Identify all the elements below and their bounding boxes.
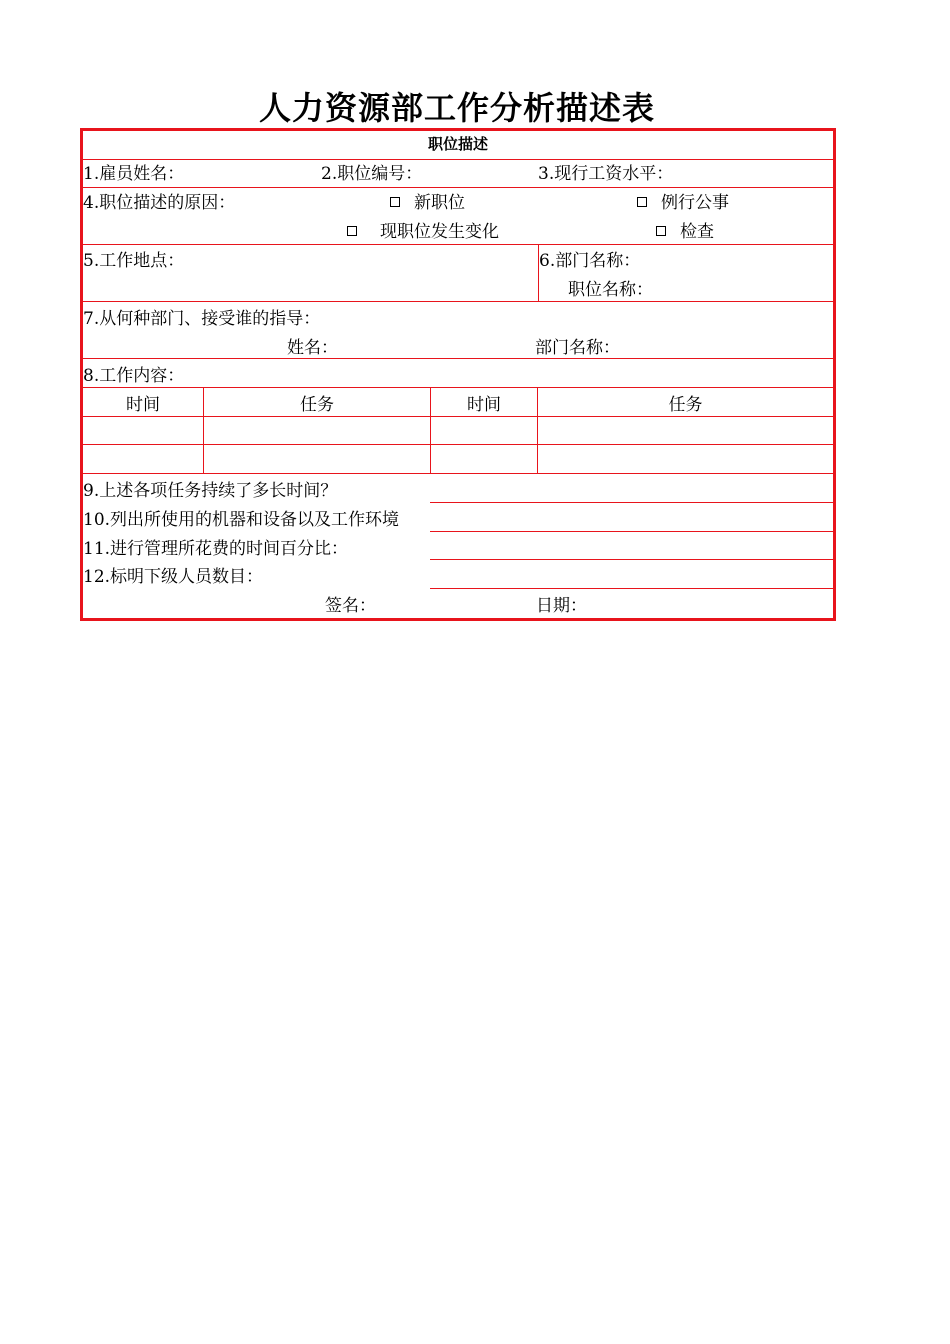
question-equipment: 10.列出所使用的机器和设备以及工作环境 (83, 510, 400, 530)
row-divider (83, 159, 833, 160)
row-divider (83, 387, 833, 388)
supervisor-name-label: 姓名： (287, 338, 338, 358)
row-divider (83, 301, 833, 302)
row-divider (83, 358, 833, 359)
position-name-label: 职位名称： (568, 280, 653, 300)
answer-line (430, 559, 833, 560)
answer-line (430, 588, 833, 589)
work-location-label: 5.工作地点： (83, 251, 185, 271)
answer-line (430, 502, 833, 503)
table-header-time: 时间 (467, 395, 501, 415)
supervisor-department-label: 部门名称： (535, 338, 620, 358)
signature-label: 签名： (325, 596, 376, 616)
new-position-label: 新职位 (414, 193, 465, 213)
inspection-checkbox[interactable] (656, 226, 666, 236)
row-divider (83, 187, 833, 188)
table-header-task: 任务 (668, 395, 703, 415)
question-management-time: 11.进行管理所花费的时间百分比： (83, 539, 349, 559)
answer-line (430, 531, 833, 532)
employee-name-label: 1.雇员姓名： (83, 164, 185, 184)
inspection-label: 检查 (680, 222, 714, 242)
work-content-label: 8.工作内容： (83, 366, 185, 386)
routine-label: 例行公事 (661, 193, 729, 213)
position-changed-checkbox[interactable] (347, 226, 357, 236)
guidance-label: 7.从何种部门、接受谁的指导： (83, 309, 321, 329)
question-subordinates: 12.标明下级人员数目： (83, 567, 264, 587)
job-description-form (80, 128, 836, 621)
table-header-task: 任务 (300, 395, 334, 415)
reason-label: 4.职位描述的原因： (83, 193, 236, 213)
new-position-checkbox[interactable] (390, 197, 400, 207)
page-title: 人力资源部工作分析描述表 (258, 89, 655, 127)
position-code-label: 2.职位编号： (321, 164, 423, 184)
department-name-label: 6.部门名称： (539, 251, 641, 271)
row-divider (83, 244, 833, 245)
section-header: 职位描述 (427, 135, 488, 153)
table-header-time: 时间 (126, 395, 160, 415)
current-salary-label: 3.现行工资水平： (538, 164, 674, 184)
row-divider (83, 416, 833, 417)
row-divider (83, 473, 833, 474)
position-changed-label: 现职位发生变化 (380, 222, 499, 242)
row-divider (83, 444, 833, 445)
routine-checkbox[interactable] (637, 197, 647, 207)
date-label: 日期： (536, 596, 587, 616)
question-duration: 9.上述各项任务持续了多长时间？ (83, 481, 338, 501)
